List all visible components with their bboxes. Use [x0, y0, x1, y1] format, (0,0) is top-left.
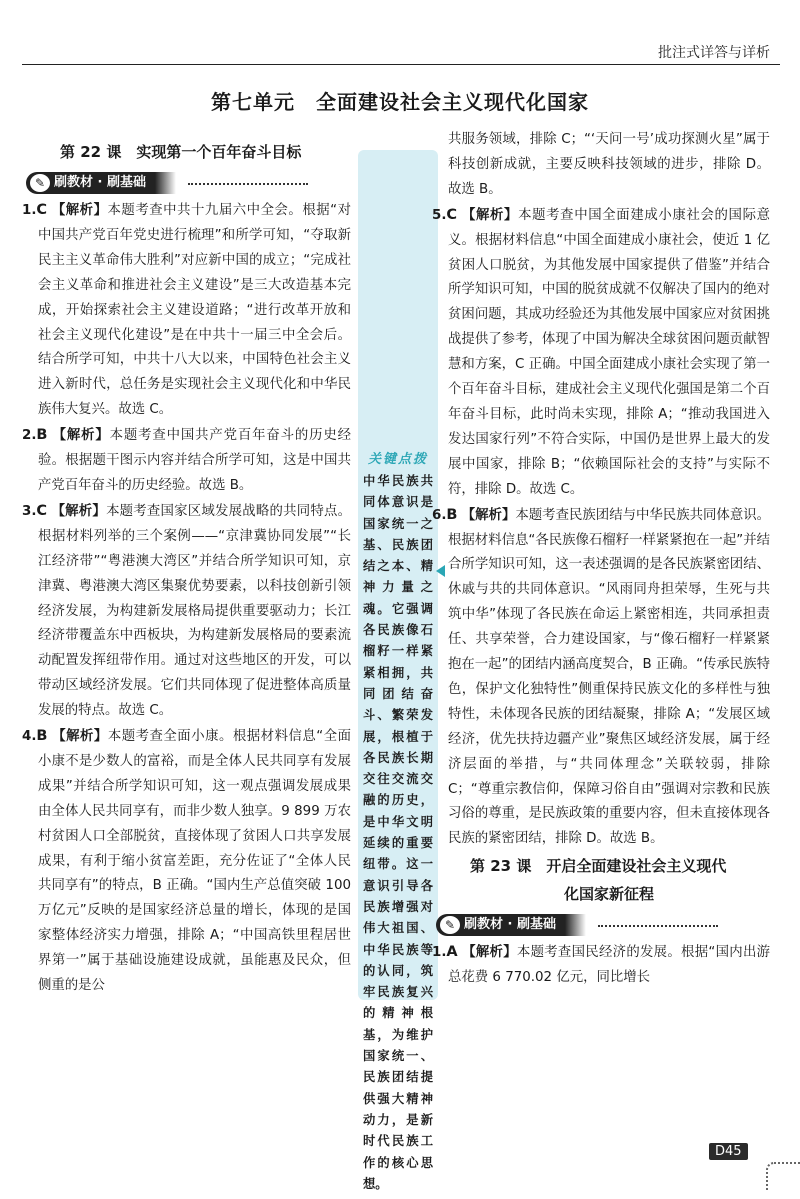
answer-item	[432, 203, 771, 503]
item-number: 1.	[22, 203, 37, 218]
lesson-23-title-line2: 化国家新征程	[563, 885, 654, 904]
answer-item-continued	[448, 128, 770, 203]
lesson-23-badge-label: 刷教材 · 刷基础	[464, 917, 556, 933]
pointer-arrow-icon	[436, 565, 445, 577]
lesson-23-badge	[436, 914, 586, 936]
right-column	[432, 128, 771, 991]
item-tag: 【解析】	[52, 428, 110, 444]
answer-item	[432, 503, 771, 853]
item-tag: 【解析】	[52, 729, 108, 745]
item-text: 本题考查全面小康。根据材料信息“全面小康不是少数人的富裕，而是全体人民共同享有发展成果”并结合所学知识可知，这一观点强调发展成果由全体人民共同享有，而非少数人独享。9 899 万农村贫困人口全部脱贫，直接体现了贫困人口共享发展成果，有利于缩小贫富差距，充分佐证了“全体人民共同享有”的特点，B 正确。“国内生产总值突破 100 万亿元”反映的是国家经济总量的增长，体现的是国家整体经济实力增强，排除 A；“中国高铁里程居世界第一”属于基础设施建设成就，虽能惠及民众，但侧重的是公	[38, 729, 352, 994]
lesson-23-badge-wrap	[444, 908, 770, 940]
item-tag: 【解析】	[51, 503, 107, 519]
page-header	[0, 0, 800, 70]
page-number: D45	[709, 1143, 748, 1160]
lesson-23-title-line1: 第 23 课 开启全面建设社会主义现代	[470, 857, 727, 876]
item-text: 本题考查民族团结与中华民族共同体意识。根据材料信息“各民族像石榴籽一样紧紧抱在一起”并结合所学知识可知，这一表述强调的是各民族紧密团结、休戚与共的共同体意识。“风雨同舟担荣辱，生死与共筑中华”体现了各民族在命运上紧密相连，共同承担责任、共享荣誉，合力建设国家，与“像石榴籽一样紧紧抱在一起”的团结内涵高度契合，B 正确。“传承民族特色，保护文化独特性”侧重保持民族文化的多样性与独特性，未体现各民族的团结凝聚，排除 A；“发展区域经济，优先扶持边疆产业”聚焦区域经济发展，属于经济层面的举措，与“共同体理念”关联较弱，排除 C；“尊重宗教信仰，保障习俗自由”强调对宗教和民族习俗的尊重，是民族政策的重要内容，但未直接体现各民族的紧密团结，排除 D。故选 B。	[448, 507, 771, 847]
page-corner-decoration	[766, 1162, 800, 1191]
sidebar-title: 关键点拨	[367, 452, 428, 467]
key-points-sidebar	[358, 150, 438, 1191]
item-text: 本题考查中共十九届六中全会。根据“对中国共产党百年党史进行梳理”和所学可知，“夺取新民主主义革命伟大胜利”对应新中国的成立；“完成社会主义革命和推进社会主义建设”是三大改造基本完成，开始探索社会主义建设道路；“进行改革开放和社会主义现代化建设”是在中共十一届三中全会后。结合所学可知，中共十八大以来，中国特色社会主义进入新时代，总任务是实现社会主义现代化和中华民族伟大复兴。故选 C。	[38, 203, 352, 418]
item-text: 本题考查国家区域发展战略的共同特点。根据材料列举的三个案例——“京津冀协同发展”“长江经济带”“粤港澳大湾区”并结合所学知识可知，京津冀、粤港澳大湾区集聚优势要素，以科技创新引领经济发展，为构建新发展格局提供重要驱动力；长江经济带覆盖东中西板块，为构建新发展格局的要素流动配置发挥纽带作用。通过对这些地区的开发，可以带动区域经济发展。它们共同体现了促进整体高质量发展的特点。故选 C。	[38, 503, 352, 719]
item-answer: C	[36, 202, 48, 218]
answer-item	[432, 940, 771, 991]
badge-dotted-line	[188, 183, 308, 185]
left-column	[22, 138, 352, 999]
item-answer: C	[36, 502, 48, 519]
answer-item	[22, 724, 352, 999]
item-tag: 【解析】	[461, 507, 516, 523]
item-answer: C	[446, 206, 458, 223]
book-icon: ✎	[30, 174, 50, 192]
badge-dotted-line	[598, 925, 718, 927]
item-number: 3.	[22, 503, 37, 519]
item-number: 2.	[22, 428, 37, 444]
item-answer: A	[446, 944, 458, 961]
item-tag: 【解析】	[462, 945, 517, 961]
answer-item	[22, 423, 352, 499]
item-text: 共服务领域，排除 C；“‘天问一号’成功探测火星”属于科技创新成就，主要反映科技领域的进步，排除 D。故选 B。	[448, 132, 770, 197]
answer-item	[22, 198, 352, 423]
lesson-22-badge-wrap	[34, 166, 351, 198]
header-rule	[22, 64, 780, 65]
item-text: 本题考查中国全面建成小康社会的国际意义。根据材料信息“中国全面建成小康社会，使近 1 亿贫困人口脱贫，为其他发展中国家提供了借鉴”并结合所学知识可知，中国的脱贫成就不仅解决了国内的绝对贫困问题，其成功经验还为其他发展中国家应对贫困挑战提供了参考，体现了中国为解决全球贫困问题贡献智慧和方案，C 正确。中国全面建成小康社会实现了第一个百年奋斗目标，建成社会主义现代化强国是第二个百年奋斗目标，此时尚未实现，排除 A；“推动我国进入发达国家行列”不符合实际，中国仍是世界上最大的发展中国家，排除 B；“依赖国际社会的支持”与实际不符，排除 D。故选 C。	[448, 207, 771, 497]
unit-title: 第七单元 全面建设社会主义现代化国家	[211, 90, 589, 114]
item-answer: B	[36, 427, 48, 444]
sidebar-text: 中华民族共同体意识是国家统一之基、民族团结之本、精神力量之魂。它强调各民族像石榴籽一样紧紧相拥，共同团结奋斗、繁荣发展，根植于各民族长期交往交流交融的历史，是中华文明延续的重要纽带。这一意识引导各民族增强对伟大祖国、中华民族等的认同，筑牢民族复兴的精神根基，为维护国家统一、民族团结提供强大精神动力，是新时代民族工作的核心思想。	[363, 474, 433, 1191]
book-icon: ✎	[440, 916, 460, 934]
item-number: 4.	[22, 729, 37, 745]
item-text: 本题考查国民经济的发展。根据“国内出游总花费 6 770.02 亿元，同比增长	[448, 945, 771, 986]
item-number: 6.	[432, 507, 447, 523]
item-number: 5.	[432, 207, 447, 223]
item-answer: B	[36, 728, 48, 745]
item-tag: 【解析】	[461, 207, 519, 223]
item-answer: B	[446, 506, 458, 523]
lesson-22-title: 第 22 课 实现第一个百年奋斗目标	[60, 143, 302, 161]
item-tag: 【解析】	[51, 203, 108, 218]
item-text: 本题考查中国共产党百年奋斗的历史经验。根据题干图示内容并结合所学可知，这是中国共产党百年奋斗的历史经验。故选 B。	[38, 428, 352, 493]
answer-item	[22, 499, 352, 724]
lesson-22-badge-label: 刷教材 · 刷基础	[54, 175, 146, 190]
lesson-22-badge	[26, 172, 176, 194]
item-number: 1.	[432, 945, 447, 961]
header-tag: 批注式详答与详析	[658, 45, 770, 61]
